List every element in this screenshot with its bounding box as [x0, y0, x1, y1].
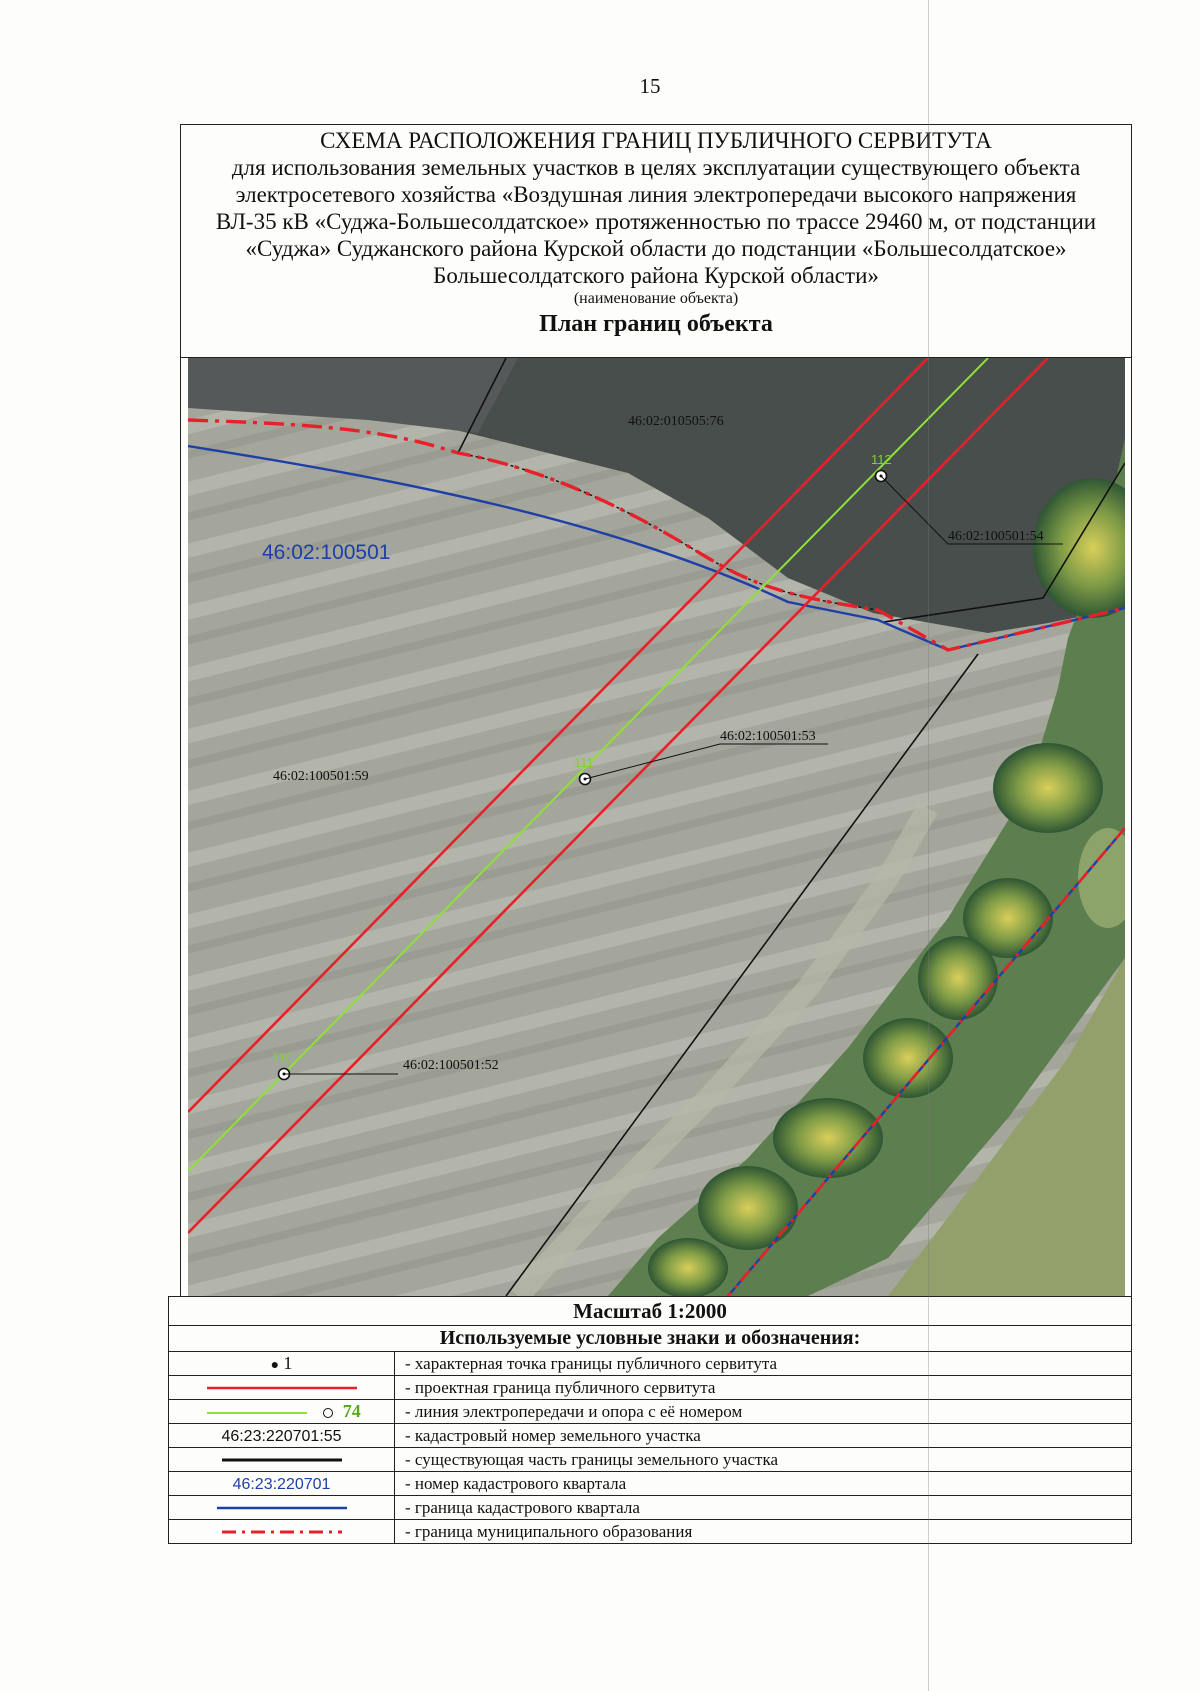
- pole-label: 110: [272, 1050, 293, 1065]
- legend-row: [169, 1520, 1131, 1544]
- parcel-label-54: 46:02:100501:54: [948, 529, 1044, 544]
- legend-desc: - линия электропередачи и опора с её номером: [395, 1400, 1132, 1424]
- title-line: «Суджа» Суджанского района Курской области до подстанции «Большесолдатское»: [245, 236, 1067, 261]
- title-line: ВЛ-35 кВ «Суджа-Большесолдатское» протяженностью по трассе 29460 м, от подстанции: [215, 209, 1097, 234]
- legend-row: [169, 1448, 1131, 1472]
- pole-label: 111: [574, 755, 594, 770]
- quarter-line-icon: [212, 1503, 352, 1513]
- legend-desc: - кадастровый номер земельного участка: [395, 1424, 1132, 1448]
- legend-row: [169, 1352, 1131, 1376]
- legend-row: [169, 1400, 1131, 1424]
- legend-symbol: [169, 1376, 395, 1400]
- pole-label: 112: [871, 452, 892, 467]
- legend-symbol-text: 46:23:220701:55: [221, 1427, 342, 1445]
- legend-table: [169, 1352, 1131, 1543]
- plan-heading: План границ объекта: [539, 311, 773, 337]
- title-line: СХЕМА РАСПОЛОЖЕНИЯ ГРАНИЦ ПУБЛИЧНОГО СЕРВИТУТА: [320, 128, 992, 153]
- legend-row: [169, 1424, 1131, 1448]
- legend-symbol: [169, 1496, 395, 1520]
- legend-desc: - проектная граница публичного сервитута: [395, 1376, 1132, 1400]
- legend: [168, 1296, 1132, 1544]
- quarter-label: 46:02:100501: [262, 541, 391, 564]
- boundary-point-icon: ●: [270, 1358, 280, 1373]
- legend-symbol-text: 1: [283, 1353, 293, 1373]
- legend-row: [169, 1496, 1131, 1520]
- object-name-note: (наименование объекта): [573, 290, 739, 307]
- pole-icon: [323, 1408, 333, 1418]
- servitude-line-icon: [202, 1383, 362, 1393]
- map-svg[interactable]: [188, 358, 1125, 1296]
- parcel-label-59: 46:02:100501:59: [273, 769, 369, 784]
- legend-symbol: [169, 1448, 395, 1472]
- legend-header: Используемые условные знаки и обозначения:: [169, 1326, 1131, 1352]
- parcel-label-52: 46:02:100501:52: [403, 1058, 499, 1073]
- scale-label: Масштаб 1:2000: [169, 1297, 1131, 1326]
- legend-desc: - граница муниципального образования: [405, 1521, 693, 1541]
- parcel-label-53: 46:02:100501:53: [720, 729, 816, 744]
- legend-symbol: [169, 1424, 395, 1448]
- legend-row: [169, 1376, 1131, 1400]
- scan-fold-line: [928, 0, 929, 1691]
- legend-symbol: [169, 1520, 395, 1544]
- page-number: 15: [639, 74, 661, 98]
- title-block: [180, 124, 1132, 358]
- parcel-line-icon: [217, 1455, 347, 1465]
- map-frame: [180, 358, 1132, 1296]
- title-line: для использования земельных участков в целях эксплуатации существующего объекта: [231, 155, 1081, 180]
- legend-row: [169, 1472, 1131, 1496]
- legend-symbol-text: 74: [342, 1401, 361, 1421]
- legend-desc: - характерная точка границы публичного сервитута: [395, 1352, 1132, 1376]
- legend-symbol-text: 46:23:220701: [232, 1475, 331, 1493]
- legend-symbol: [169, 1400, 395, 1424]
- legend-desc: - существующая часть границы земельного участка: [395, 1448, 1132, 1472]
- legend-desc: - граница кадастрового квартала: [395, 1496, 1132, 1520]
- power-line-icon: [202, 1408, 312, 1418]
- title-line: электросетевого хозяйства «Воздушная линия электропередачи высокого напряжения: [235, 182, 1077, 207]
- legend-symbol: [169, 1352, 395, 1376]
- legend-symbol: [169, 1472, 395, 1496]
- parcel-label-76: 46:02:010505:76: [628, 414, 724, 429]
- title-line: Большесолдатского района Курской области»: [433, 263, 879, 288]
- municipal-line-icon: [217, 1527, 347, 1537]
- legend-desc: - номер кадастрового квартала: [395, 1472, 1132, 1496]
